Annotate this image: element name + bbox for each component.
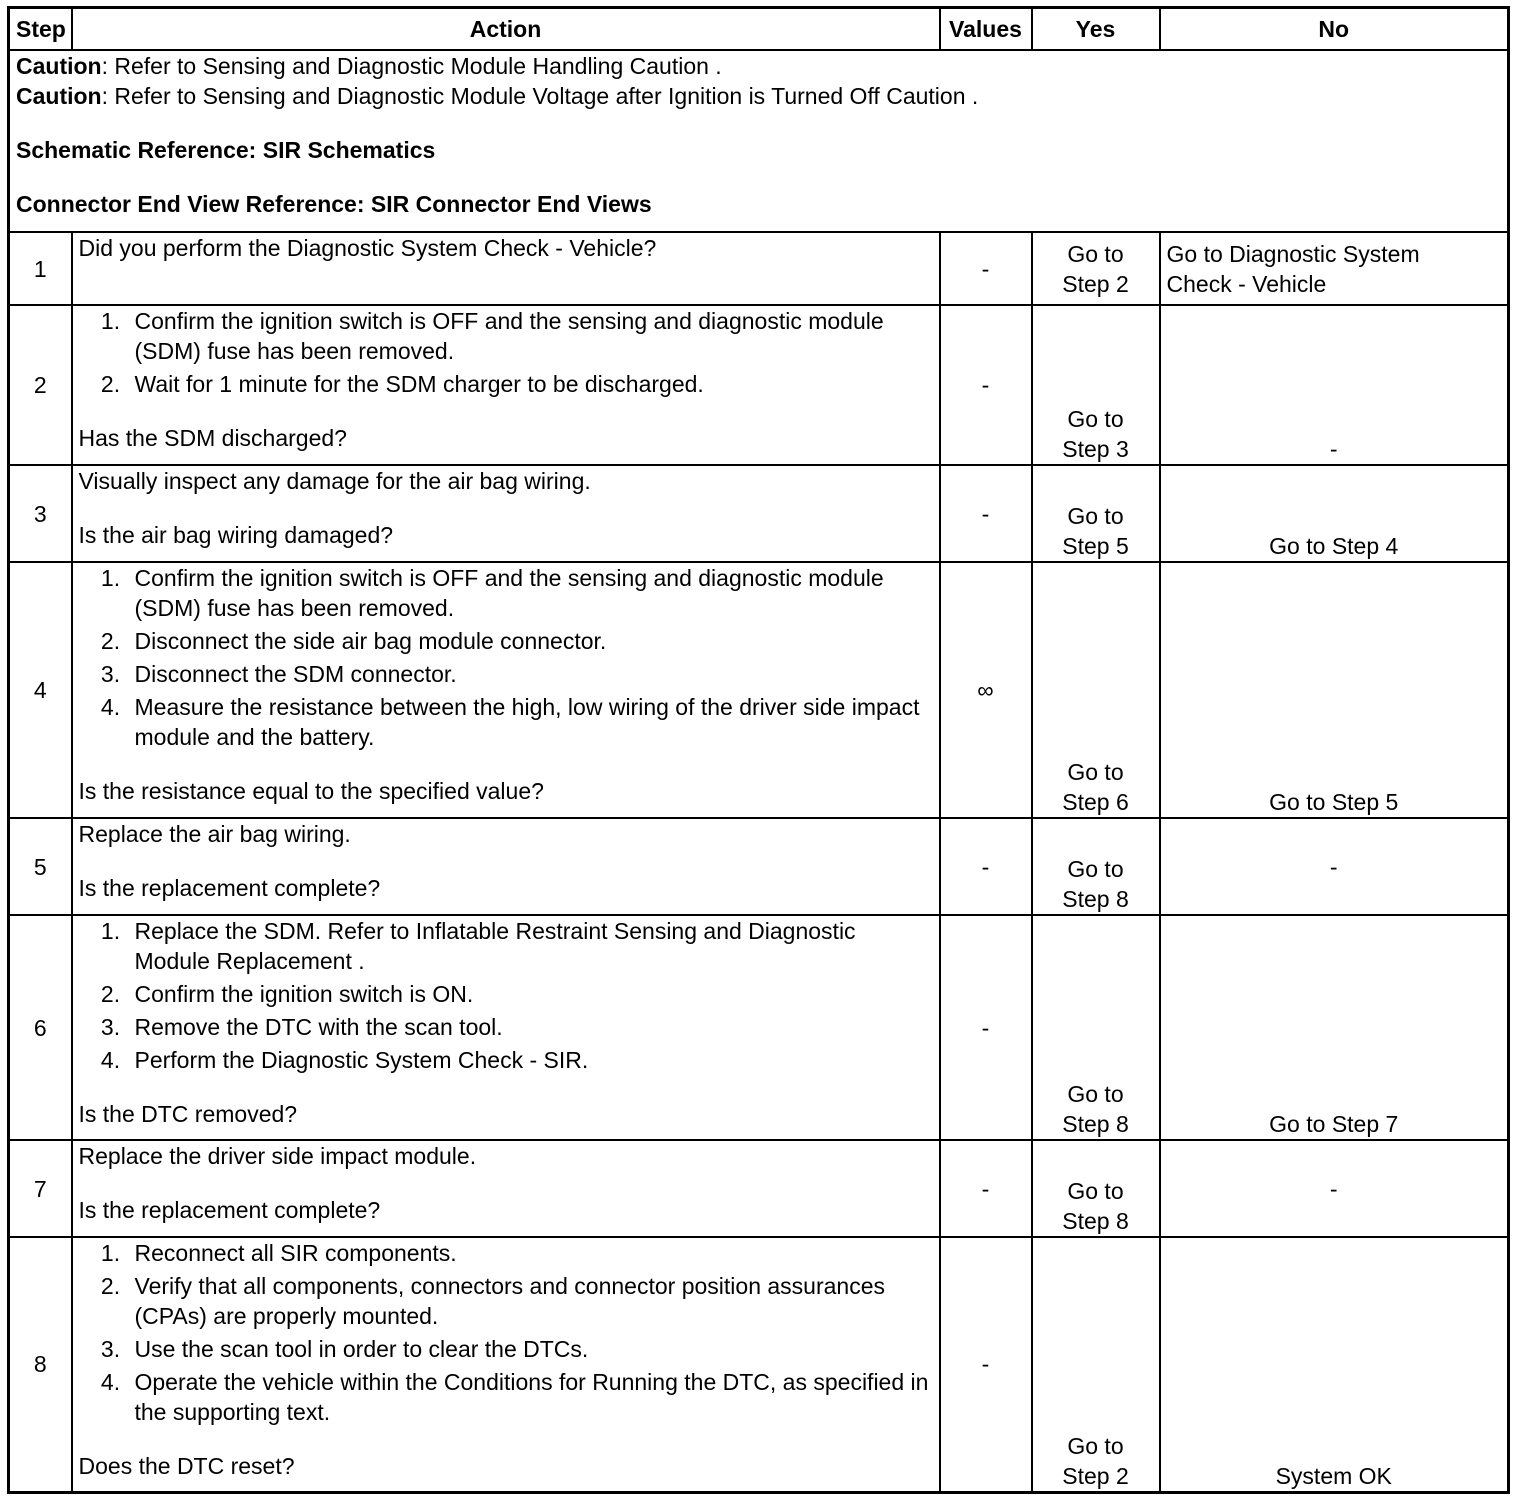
action-question: Is the replacement complete?	[78, 1197, 381, 1223]
list-item: 3. Remove the DTC with the scan tool.	[127, 1012, 933, 1042]
action-question: Is the air bag wiring damaged?	[78, 522, 394, 548]
step-values: -	[940, 232, 1032, 305]
yes-text: Go to Step 8	[1062, 1081, 1129, 1137]
step-no: Go to Step 5	[1160, 562, 1509, 818]
step-action	[72, 1140, 940, 1237]
header-values: Values	[940, 8, 1032, 51]
table-row	[9, 305, 1509, 465]
step-no: -	[1160, 818, 1509, 915]
header-step: Step	[9, 8, 72, 51]
step-action	[72, 1237, 940, 1492]
action-text: Did you perform the Diagnostic System Check - Vehicle?	[78, 235, 657, 261]
action-question: Is the resistance equal to the specified value?	[78, 778, 544, 804]
step-no: -	[1160, 305, 1509, 465]
action-question: Has the SDM discharged?	[78, 425, 347, 451]
step-yes	[1032, 818, 1160, 915]
action-list	[79, 306, 933, 399]
table-row	[9, 562, 1509, 818]
step-action	[72, 465, 940, 562]
step-yes	[1032, 305, 1160, 465]
step-values: -	[940, 915, 1032, 1140]
step-action	[72, 562, 940, 818]
caution-row	[9, 50, 1509, 232]
step-no: -	[1160, 1140, 1509, 1237]
header-row	[9, 8, 1509, 51]
step-values: ∞	[940, 562, 1032, 818]
step-number: 2	[9, 305, 72, 465]
connector-reference: Connector End View Reference: SIR Connector End Views	[16, 191, 652, 217]
list-item: 4. Perform the Diagnostic System Check - SIR.	[127, 1045, 933, 1075]
table-row	[9, 818, 1509, 915]
list-item: 2. Wait for 1 minute for the SDM charger to be discharged.	[127, 369, 933, 399]
step-no: Go to Step 4	[1160, 465, 1509, 562]
step-action	[72, 915, 940, 1140]
diagnostic-table	[7, 6, 1510, 1494]
step-values: -	[940, 465, 1032, 562]
step-yes	[1032, 465, 1160, 562]
action-question: Is the replacement complete?	[78, 875, 381, 901]
table-row	[9, 465, 1509, 562]
header-yes: Yes	[1032, 8, 1160, 51]
step-yes	[1032, 1140, 1160, 1237]
step-yes	[1032, 562, 1160, 818]
action-list	[79, 916, 933, 1075]
action-question: Is the DTC removed?	[78, 1101, 298, 1127]
caution-label: Caution	[16, 83, 102, 109]
step-number: 6	[9, 915, 72, 1140]
step-no: Go to Step 7	[1160, 915, 1509, 1140]
list-item: 2. Disconnect the side air bag module connector.	[127, 626, 933, 656]
yes-text: Go to Step 5	[1062, 503, 1129, 559]
yes-text: Go to Step 2	[1062, 241, 1129, 297]
step-yes	[1032, 915, 1160, 1140]
action-question: Does the DTC reset?	[78, 1453, 295, 1479]
step-yes	[1032, 1237, 1160, 1492]
yes-text: Go to Step 2	[1062, 1432, 1129, 1489]
action-text: Replace the driver side impact module.	[78, 1143, 477, 1169]
caution-label: Caution	[16, 53, 102, 79]
yes-text: Go to Step 8	[1062, 856, 1129, 912]
header-action: Action	[72, 8, 940, 51]
step-number: 3	[9, 465, 72, 562]
list-item: 4. Operate the vehicle within the Conditions for Running the DTC, as specified in the supporting text.	[127, 1367, 933, 1427]
step-number: 8	[9, 1237, 72, 1492]
list-item: 2. Verify that all components, connectors and connector position assurances (CPAs) are properly mounted.	[127, 1271, 933, 1331]
yes-text: Go to Step 6	[1062, 759, 1129, 815]
list-item: 1. Replace the SDM. Refer to Inflatable Restraint Sensing and Diagnostic Module Replacement .	[127, 916, 933, 976]
list-item: 2. Confirm the ignition switch is ON.	[127, 979, 933, 1009]
table-row	[9, 232, 1509, 305]
table-row	[9, 915, 1509, 1140]
action-list	[79, 563, 933, 752]
step-yes	[1032, 232, 1160, 305]
step-number: 7	[9, 1140, 72, 1237]
step-number: 5	[9, 818, 72, 915]
table-row	[9, 1140, 1509, 1237]
step-values: -	[940, 1140, 1032, 1237]
action-text: Replace the air bag wiring.	[78, 821, 351, 847]
caution-line-2	[16, 81, 1501, 111]
list-item: 1. Confirm the ignition switch is OFF and the sensing and diagnostic module (SDM) fuse has been removed.	[127, 306, 933, 366]
header-no: No	[1160, 8, 1509, 51]
schematic-reference: Schematic Reference: SIR Schematics	[16, 137, 436, 163]
no-text: Go to Diagnostic System Check - Vehicle	[1166, 241, 1420, 297]
caution-line-1	[16, 51, 1501, 81]
step-no: System OK	[1160, 1237, 1509, 1492]
action-list	[79, 1238, 933, 1427]
step-action	[72, 818, 940, 915]
action-text: Visually inspect any damage for the air bag wiring.	[78, 468, 591, 494]
caution-text: : Refer to Sensing and Diagnostic Module Voltage after Ignition is Turned Off Caution .	[101, 83, 979, 109]
caution-cell	[9, 50, 1509, 232]
table-row	[9, 1237, 1509, 1492]
step-action	[72, 232, 940, 305]
step-action	[72, 305, 940, 465]
caution-text: : Refer to Sensing and Diagnostic Module Handling Caution .	[101, 53, 722, 79]
list-item: 4. Measure the resistance between the high, low wiring of the driver side impact module and the battery.	[127, 692, 933, 752]
list-item: 1. Reconnect all SIR components.	[127, 1238, 933, 1268]
yes-text: Go to Step 8	[1062, 1178, 1129, 1234]
step-no	[1160, 232, 1509, 305]
step-values: -	[940, 1237, 1032, 1492]
yes-text: Go to Step 3	[1062, 406, 1129, 462]
step-number: 4	[9, 562, 72, 818]
step-values: -	[940, 818, 1032, 915]
list-item: 3. Use the scan tool in order to clear the DTCs.	[127, 1334, 933, 1364]
list-item: 3. Disconnect the SDM connector.	[127, 659, 933, 689]
step-number: 1	[9, 232, 72, 305]
step-values: -	[940, 305, 1032, 465]
list-item: 1. Confirm the ignition switch is OFF and the sensing and diagnostic module (SDM) fuse has been removed.	[127, 563, 933, 623]
